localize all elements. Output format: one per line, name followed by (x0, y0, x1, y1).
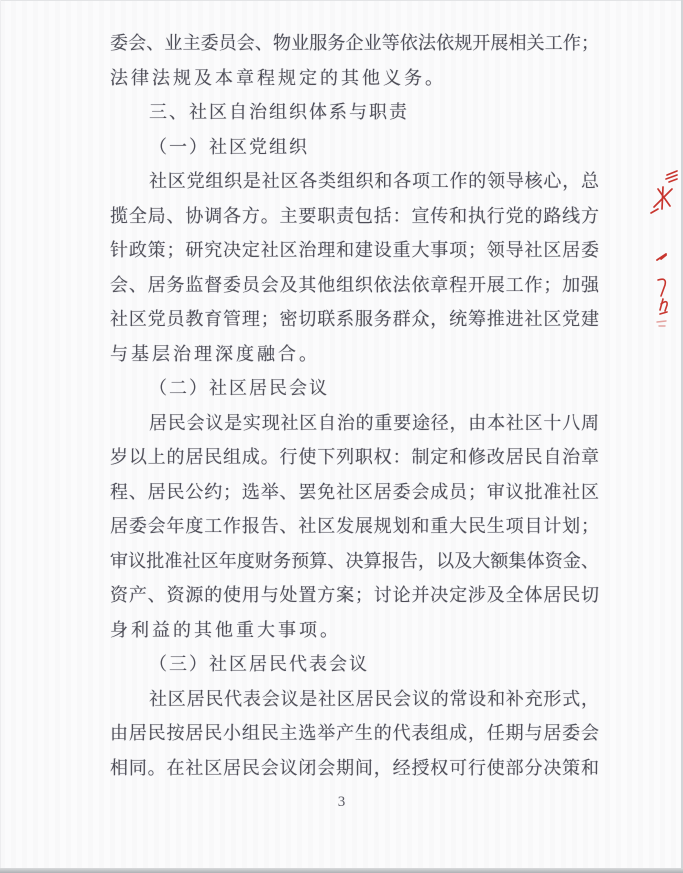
text-line: （三）社区居民代表会议 (149, 654, 369, 674)
document-text-block (110, 26, 599, 785)
scan-edge-left (0, 0, 1, 873)
text-line: 三、社区自治组织体系与职责 (149, 102, 409, 122)
red-ink-scribble-icon (648, 166, 682, 220)
text-line: 居委会年度工作报告、社区发展规划和重大民生项目计划； (110, 516, 599, 536)
text-line: 社区党员教育管理；密切联系服务群众，统筹推进社区党建 (110, 309, 599, 329)
text-line: 法律法规及本章程规定的其他义务。 (110, 67, 446, 88)
text-line: 居民会议是实现社区自治的重要途径，由本社区十八周 (149, 412, 599, 433)
scan-edge-bottom (0, 868, 683, 873)
page-number: 3 (337, 794, 346, 810)
text-line: （二）社区居民会议 (149, 378, 329, 398)
text-line: 委会、业主委员会、物业服务企业等依法依规开展相关工作； (110, 33, 599, 53)
text-line: 社区党组织是社区各类组织和各项工作的领导核心，总 (149, 171, 599, 191)
text-line: 资产、资源的使用与处置方案；讨论并决定涉及全体居民切 (110, 585, 599, 605)
text-line: 社区居民代表会议是社区居民会议的常设和补充形式， (149, 688, 599, 709)
text-line: 身利益的其他重大事项。 (110, 619, 341, 640)
scan-edge-top (0, 0, 683, 1)
text-line: 岁以上的居民组成。行使下列职权：制定和修改居民自治章 (110, 447, 599, 467)
text-line: 程、居民公约；选举、罢免社区居委会成员；审议批准社区 (110, 481, 599, 502)
text-line: 针政策；研究决定社区治理和建设重大事项；领导社区居委 (110, 240, 599, 260)
text-line: 审议批准社区年度财务预算、决算报告，以及大额集体资金、 (110, 550, 599, 571)
text-line: 与基层治理深度融合。 (110, 343, 320, 364)
text-line: 由居民按居民小组民主选举产生的代表组成，任期与居委会 (110, 723, 599, 743)
red-ink-squiggle-icon (650, 276, 674, 330)
text-line: 相同。在社区居民会议闭会期间，经授权可行使部分决策和 (110, 757, 599, 778)
text-line: （一）社区党组织 (149, 136, 309, 157)
text-line: 揽全局、协调各方。主要职责包括：宣传和执行党的路线方 (110, 205, 599, 226)
red-ink-tick-icon (654, 249, 670, 265)
text-line: 会、居务监督委员会及其他组织依法依章程开展工作；加强 (110, 274, 599, 295)
